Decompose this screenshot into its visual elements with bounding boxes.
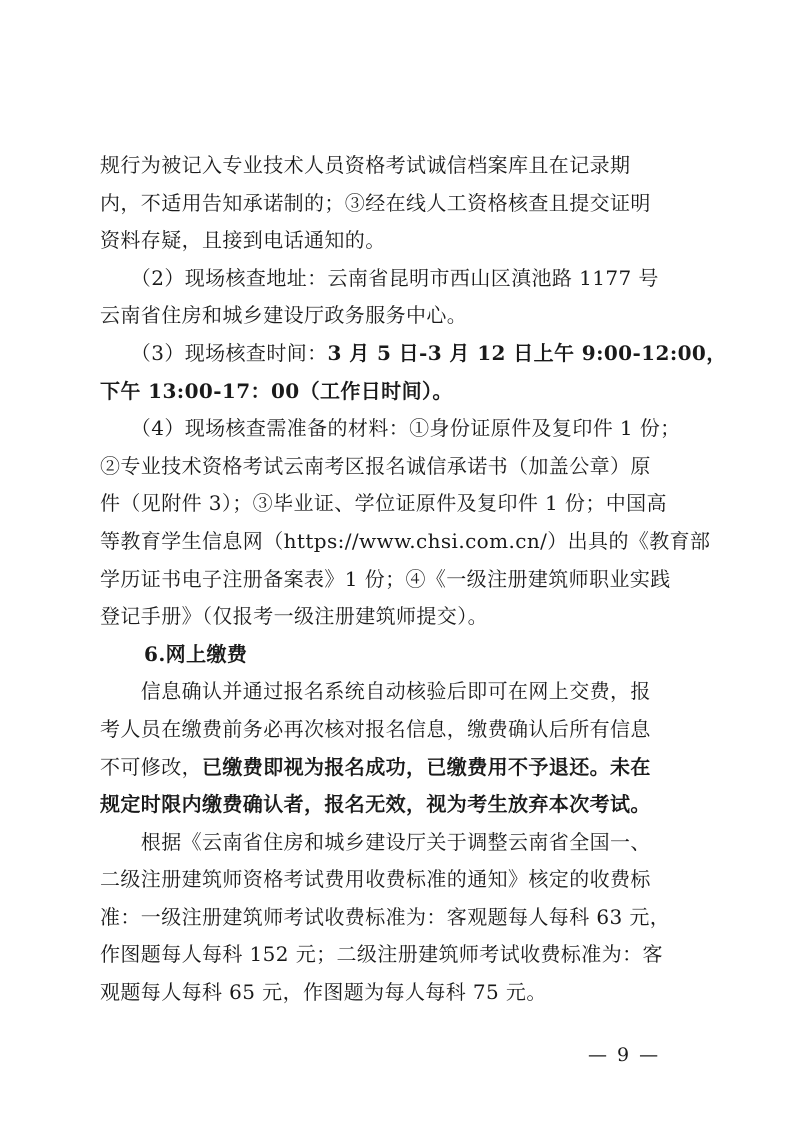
text-line xyxy=(100,749,690,787)
text-line xyxy=(100,373,690,411)
text-segment: 二级注册建筑师资格考试费用收费标准的通知》核定的收费标 xyxy=(100,867,651,892)
document-body-text xyxy=(100,147,727,1012)
text-line xyxy=(100,335,727,373)
text-segment: 学历证书电子注册备案表》1 份；④《一级注册建筑师职业实践 xyxy=(100,566,671,591)
text-segment: ②专业技术资格考试云南考区报名诚信承诺书（加盖公章）原 xyxy=(100,453,651,478)
text-line xyxy=(100,485,690,523)
text-segment: 云南省住房和城乡建设厅政务服务中心。 xyxy=(100,303,468,328)
bold-text-segment: 已缴费即视为报名成功，已缴费用不予退还。未在 xyxy=(202,754,651,779)
text-line xyxy=(100,410,690,448)
text-line xyxy=(100,786,690,824)
bold-text-segment: 6.网上缴费 xyxy=(144,641,248,666)
text-line xyxy=(100,673,690,711)
text-segment: （2）现场核查地址：云南省昆明市西山区滇池路 1177 号 xyxy=(100,265,659,290)
text-segment: 根据《云南省住房和城乡建设厅关于调整云南省全国一、 xyxy=(100,829,651,854)
text-line xyxy=(100,711,690,749)
text-segment: 件（见附件 3）；③毕业证、学位证原件及复印件 1 份；中国高 xyxy=(100,491,667,516)
text-segment: 等教育学生信息网（https://www.chsi.com.cn/）出具的《教育部 xyxy=(100,528,711,553)
page-number: — 9 — xyxy=(588,1044,661,1066)
text-line xyxy=(100,824,690,862)
text-segment: 不可修改， xyxy=(100,754,202,779)
text-segment: 信息确认并通过报名系统自动核验后即可在网上交费，报 xyxy=(100,679,651,704)
text-segment: 考人员在缴费前务必再次核对报名信息，缴费确认后所有信息 xyxy=(100,716,651,741)
section-heading xyxy=(100,636,690,674)
text-line xyxy=(100,523,711,561)
bold-text-segment: 规定时限内缴费确认者，报名无效，视为考生放弃本次考试。 xyxy=(100,792,651,817)
text-line xyxy=(100,974,690,1012)
text-line xyxy=(100,861,690,899)
text-segment: 观题每人每科 65 元，作图题为每人每科 75 元。 xyxy=(100,980,547,1005)
text-line xyxy=(100,147,690,185)
text-line xyxy=(100,222,690,260)
text-segment: 规行为被记入专业技术人员资格考试诚信档案库且在记录期 xyxy=(100,153,631,177)
text-line xyxy=(100,561,690,599)
bold-text-segment: 3 月 5 日-3 月 12 日上午 9:00-12:00， xyxy=(327,340,727,365)
text-segment: （3）现场核查时间： xyxy=(100,340,328,365)
text-line xyxy=(100,899,690,937)
text-segment: 登记手册》（仅报考一级注册建筑师提交）。 xyxy=(100,604,488,629)
text-segment: （4）现场核查需准备的材料：①身份证原件及复印件 1 份； xyxy=(100,416,681,441)
text-line xyxy=(100,598,690,636)
text-segment: 准：一级注册建筑师考试收费标准为：客观题每人每科 63 元， xyxy=(100,904,671,929)
text-segment: 内，不适用告知承诺制的；③经在线人工资格核查且提交证明 xyxy=(100,190,651,215)
text-line xyxy=(100,936,690,974)
text-segment: 作图题每人每科 152 元；二级注册建筑师考试收费标准为：客 xyxy=(100,942,663,967)
text-segment: 资料存疑，且接到电话通知的。 xyxy=(100,228,386,253)
text-line xyxy=(100,185,690,223)
text-line xyxy=(100,448,690,486)
text-line xyxy=(100,297,690,335)
text-line xyxy=(100,260,690,298)
bold-text-segment: 下午 13:00-17：00（工作日时间）。 xyxy=(100,378,453,403)
